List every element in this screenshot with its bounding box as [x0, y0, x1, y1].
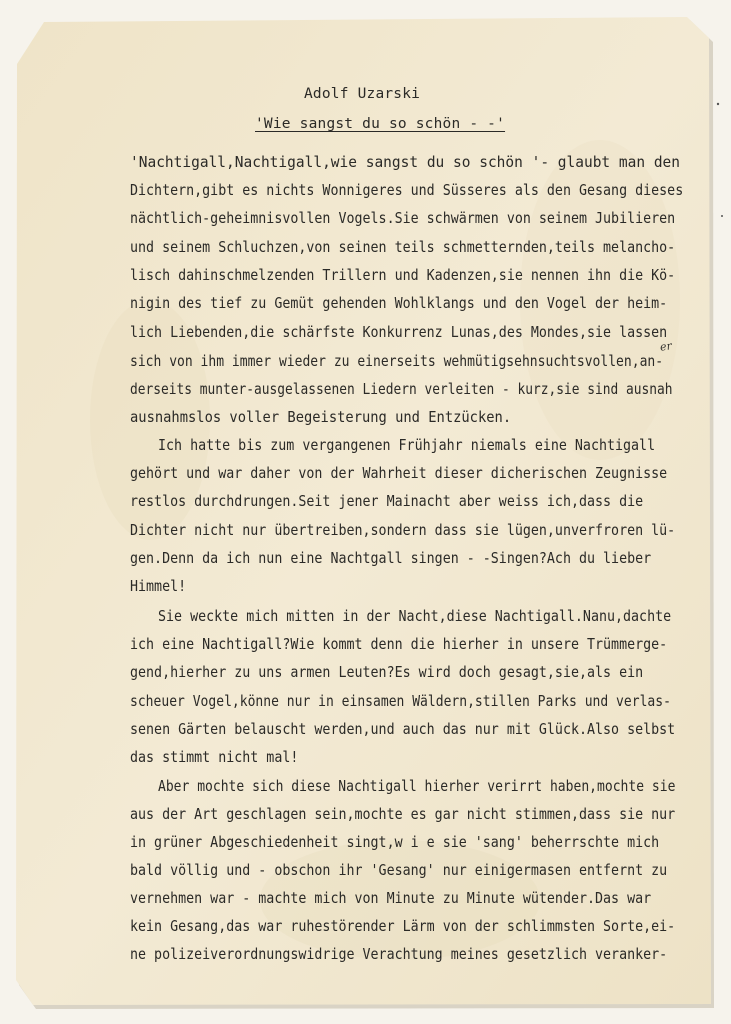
- text-line: vernehmen war - machte mich von Minute zu Minute wütender.Das war: [130, 890, 652, 907]
- text-line: ne polizeiverordnungswidrige Verachtung meines gesetzlich veranker-: [130, 946, 668, 963]
- text-line: Ich hatte bis zum vergangenen Frühjahr niemals eine Nachtigall: [158, 437, 656, 454]
- text-line: Dichtern,gibt es nichts Wonnigeres und Süsseres als den Gesang dieses: [130, 182, 684, 199]
- text-line: derseits munter-ausgelassenen Liedern verleiten - kurz,sie sind ausnah: [130, 381, 673, 398]
- text-line: nächtlich-geheimnisvollen Vogels.Sie schwärmen von seinem Jubilieren: [130, 210, 676, 227]
- text-line: kein Gesang,das war ruhestörender Lärm von der schlimmsten Sorte,ei-: [130, 918, 676, 935]
- text-line: gen.Denn da ich nun eine Nachtgall singen - -Singen?Ach du lieber: [130, 550, 652, 567]
- text-line: Dichter nicht nur übertreiben,sondern dass sie lügen,unverfroren lü-: [130, 522, 676, 539]
- text-line: restlos durchdrungen.Seit jener Mainacht aber weiss ich,dass die: [130, 493, 644, 510]
- text-line: Sie weckte mich mitten in der Nacht,diese Nachtigall.Nanu,dachte: [158, 608, 672, 625]
- text-line: aus der Art geschlagen sein,mochte es gar nicht stimmen,dass sie nur: [130, 806, 676, 823]
- text-line: lich Liebenden,die schärfste Konkurrenz Lunas,des Mondes,sie lassen: [130, 324, 668, 341]
- text-line: gehört und war daher von der Wahrheit dieser dicherischen Zeugnisse: [130, 465, 668, 482]
- text-line: senen Gärten belauscht werden,und auch das nur mit Glück.Also selbst: [130, 721, 676, 738]
- text-line: Aber mochte sich diese Nachtigall hierher verirrt haben,mochte sie: [158, 778, 676, 795]
- text-line: nigin des tief zu Gemüt gehenden Wohlklangs und den Vogel der heim-: [130, 295, 668, 312]
- text-line: und seinem Schluchzen,von seinen teils schmetternden,teils melancho-: [130, 239, 676, 256]
- text-line: lisch dahinschmelzenden Trillern und Kadenzen,sie nennen ihn die Kö-: [130, 267, 676, 284]
- document-author: Adolf Uzarski: [304, 86, 421, 102]
- text-line: scheuer Vogel,könne nur in einsamen Wäldern,stillen Parks und verlas-: [130, 693, 671, 710]
- text-line: in grüner Abgeschiedenheit singt,w i e sie 'sang' beherrschte mich: [130, 834, 660, 851]
- text-line: sich von ihm immer wieder zu einerseits wehmütigsehnsuchtsvollen,an-: [130, 353, 664, 370]
- text-line: ausnahmslos voller Begeisterung und Entzücken.: [130, 409, 512, 426]
- text-line: das stimmt nicht mal!: [130, 749, 299, 766]
- text-line: 'Nachtigall,Nachtigall,wie sangst du so schön '- glaubt man den: [130, 154, 681, 171]
- text-line: gend,hierher zu uns armen Leuten?Es wird doch gesagt,sie,als ein: [130, 664, 644, 681]
- text-line: ich eine Nachtigall?Wie kommt denn die hierher in unsere Trümmerge-: [130, 636, 668, 653]
- handwritten-note: er: [659, 339, 673, 354]
- document-title: 'Wie sangst du so schön - -': [255, 116, 506, 132]
- text-line: bald völlig und - obschon ihr 'Gesang' nur einigermasen entfernt zu: [130, 862, 668, 879]
- text-line: Himmel!: [130, 578, 187, 595]
